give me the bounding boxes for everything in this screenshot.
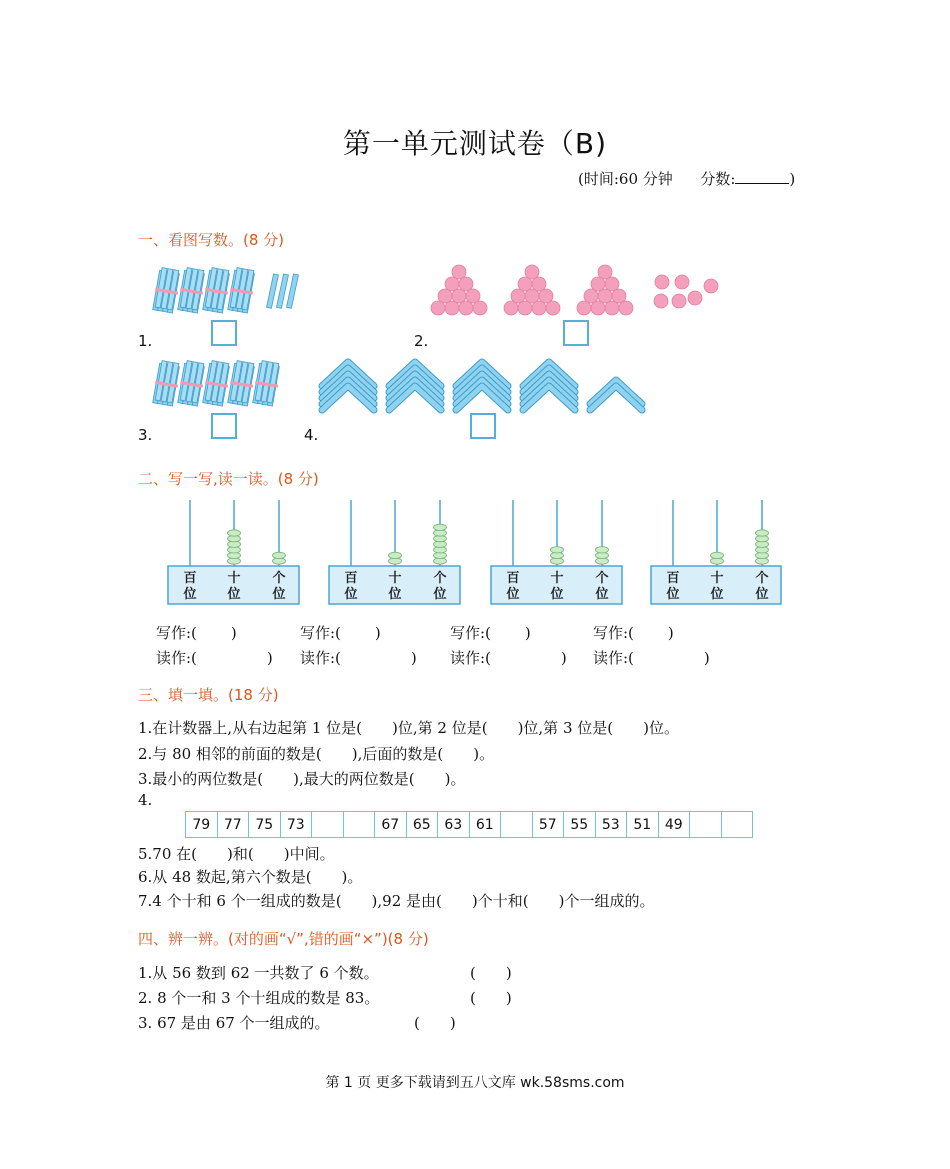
abacus-place-label: 位 [710,587,724,602]
judge-question-1: 1.从 56 数到 62 一共数了 6 个数。 [138,964,379,982]
question-3-number: 3. [138,426,153,444]
abacus-place-label: 位 [550,587,564,602]
score-blank[interactable] [735,169,789,184]
abacus-place-label: 位 [183,587,197,602]
sequence-cell: 65 [406,812,438,838]
number-sequence-table [185,811,753,838]
abacus-counter [168,500,299,604]
sequence-blank-cell[interactable] [343,812,375,838]
abacus-counter [651,500,781,604]
abacus-place-label: 位 [666,587,680,602]
abacus-bead [756,530,769,536]
abacus-place-label: 位 [344,587,358,602]
abacus-place-label: 位 [388,587,402,602]
abacus-bead [596,547,609,553]
abacus-place-label: 十 [388,571,402,586]
abacus-place-label: 位 [433,587,447,602]
abacus-place-label: 位 [755,587,769,602]
abacus-counter [491,500,622,604]
fill-question-2: 2.与 80 相邻的前面的数是( ),后面的数是( )。 [138,745,495,763]
sequence-cell: 55 [564,812,596,838]
answer-box-2[interactable] [563,320,589,346]
abacus-place-label: 十 [710,571,724,586]
sequence-cell: 49 [658,812,690,838]
answer-box-1[interactable] [211,320,237,346]
abacus-place-label: 个 [755,571,769,586]
sequence-cell: 57 [532,812,564,838]
abacus-place-label: 百 [344,571,358,586]
abacus-place-label: 十 [550,571,564,586]
judge-answer-1[interactable]: ( ) [470,964,512,982]
abacus-place-label: 百 [666,571,680,586]
q2-bead-groups [431,265,718,315]
judge-question-3: 3. 67 是由 67 个一组成的。 [138,1014,330,1032]
read-2[interactable]: 读作:( ) [300,649,417,667]
q3-stick-bundles [152,360,282,406]
abacus-place-label: 百 [183,571,197,586]
read-4[interactable]: 读作:( ) [593,649,710,667]
question-1-number: 1. [138,332,153,350]
time-score-info [578,168,795,189]
abacus-bead [711,552,724,558]
score-label: 分数: [700,170,736,188]
read-3[interactable]: 读作:( ) [450,649,567,667]
sequence-cell: 53 [595,812,627,838]
section-2-heading: 二、写一写,读一读。(8 分) [138,470,319,488]
section-4-heading: 四、辨一辨。(对的画“√”,错的画“×”)(8 分) [138,930,429,948]
question-2-number: 2. [414,332,429,350]
fill-question-4: 4. [138,791,153,809]
abacus-counters [160,496,790,608]
read-1[interactable]: 读作:( ) [156,649,273,667]
abacus-place-label: 个 [595,571,609,586]
sequence-blank-cell[interactable] [721,812,753,838]
abacus-place-label: 位 [506,587,520,602]
sequence-blank-cell[interactable] [312,812,344,838]
write-1[interactable]: 写作:( ) [156,624,237,642]
sequence-cell: 75 [249,812,281,838]
sequence-blank-cell[interactable] [690,812,722,838]
sequence-cell: 73 [280,812,312,838]
close-paren: ) [789,170,796,188]
write-4[interactable]: 写作:( ) [593,624,674,642]
time-info: (时间:60 分钟 [578,170,673,188]
write-3[interactable]: 写作:( ) [450,624,531,642]
abacus-place-label: 位 [272,587,286,602]
judge-answer-3[interactable]: ( ) [414,1014,456,1032]
abacus-bead [273,552,286,558]
fill-question-3: 3.最小的两位数是( ),最大的两位数是( )。 [138,770,466,788]
answer-box-4[interactable] [470,413,496,439]
fill-question-1: 1.在计数器上,从右边起第 1 位是( )位,第 2 位是( )位,第 3 位是( )位。 [138,719,679,737]
sequence-cell: 63 [438,812,470,838]
abacus-place-label: 个 [433,571,447,586]
abacus-place-label: 位 [595,587,609,602]
abacus-counter [329,500,460,604]
sequence-cell: 77 [217,812,249,838]
fill-question-5: 5.70 在( )和( )中间。 [138,845,335,863]
fill-question-6: 6.从 48 数起,第六个数是( )。 [138,868,363,886]
section-3-heading: 三、填一填。(18 分) [138,686,279,704]
abacus-place-label: 个 [272,571,286,586]
abacus-place-label: 十 [227,571,241,586]
abacus-bead [434,524,447,530]
abacus-place-label: 百 [506,571,520,586]
answer-box-3[interactable] [211,413,237,439]
abacus-bead [389,552,402,558]
sequence-cell: 79 [186,812,218,838]
write-2[interactable]: 写作:( ) [300,624,381,642]
sequence-cell: 61 [469,812,501,838]
page-footer: 第 1 页 更多下载请到五八文库 wk.58sms.com [325,1075,625,1091]
q1-stick-bundles [152,267,299,313]
sequence-blank-cell[interactable] [501,812,533,838]
page-title: 第一单元测试卷（B) [342,127,608,160]
judge-answer-2[interactable]: ( ) [470,989,512,1007]
sequence-cell: 67 [375,812,407,838]
sequence-cell: 51 [627,812,659,838]
judge-question-2: 2. 8 个一和 3 个十组成的数是 83。 [138,989,380,1007]
abacus-bead [551,547,564,553]
abacus-bead [228,530,241,536]
question-4-number: 4. [304,426,319,444]
fill-question-7: 7.4 个十和 6 个一组成的数是( ),92 是由( )个十和( )个一组成的。 [138,892,655,910]
section-1-heading: 一、看图写数。(8 分) [138,231,285,249]
abacus-place-label: 位 [227,587,241,602]
q4-chevron-bundles [322,362,642,410]
